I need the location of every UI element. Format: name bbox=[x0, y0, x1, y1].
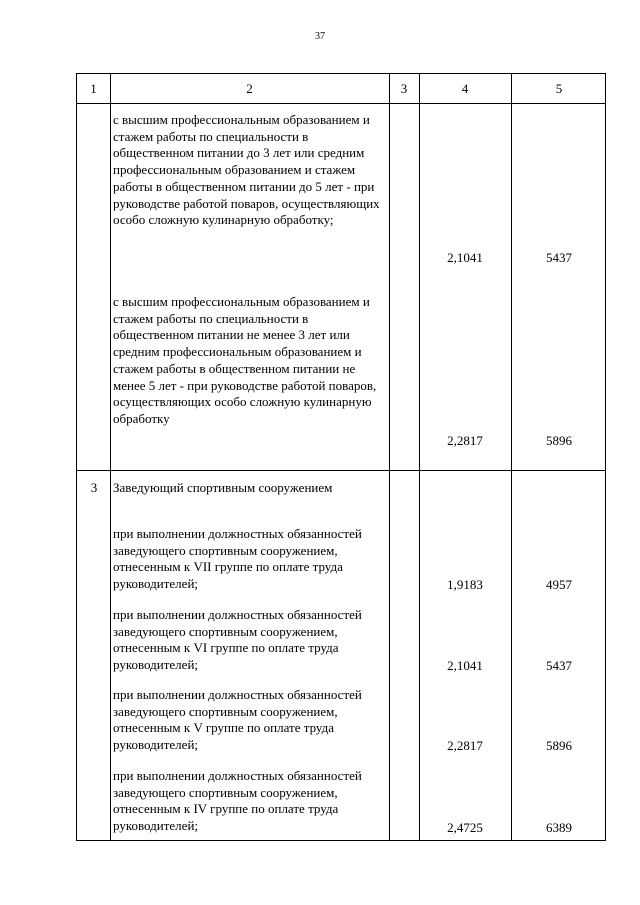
column-divider bbox=[511, 74, 512, 840]
position-title: Заведующий спортивным сооружением bbox=[113, 480, 333, 495]
salary-table bbox=[76, 73, 606, 841]
salary-value: 5896 bbox=[546, 433, 572, 448]
header-cell-4: 4 bbox=[461, 81, 469, 96]
header-cell-2: 2 bbox=[246, 81, 253, 96]
coefficient-value: 1,9183 bbox=[447, 577, 483, 592]
column-divider bbox=[419, 74, 420, 840]
page-number: 37 bbox=[315, 31, 325, 42]
header-cell-5: 5 bbox=[555, 81, 563, 96]
position-description: с высшим профессиональным образованием и стажем работы по специальности в общественном питании до 3 лет или средним профессиональным образованием и стажем работы в общественном питании до 5 лет - при руководстве работой поваров, осуществляющих особо сложную кулинарную обработку; bbox=[113, 112, 380, 228]
row-divider bbox=[77, 470, 605, 471]
position-description: при выполнении должностных обязанностей заведующего спортивным сооружением, отнесенным к VI группе по оплате труда руководителей; bbox=[113, 607, 362, 673]
header-divider bbox=[77, 103, 605, 104]
column-divider bbox=[110, 74, 111, 840]
coefficient-value: 2,1041 bbox=[447, 250, 483, 265]
coefficient-value: 2,4725 bbox=[447, 820, 483, 835]
salary-value: 4957 bbox=[546, 577, 572, 592]
position-description: с высшим профессиональным образованием и стажем работы по специальности в общественном питании не менее 3 лет или средним профессиональным образованием и стажем работы в общественном питании не менее 5 лет - при руководстве работой поваров, осуществляющих особо сложную кулинарную обработку bbox=[113, 294, 377, 426]
salary-value: 5437 bbox=[546, 250, 572, 265]
position-description: при выполнении должностных обязанностей заведующего спортивным сооружением, отнесенным к VII группе по оплате труда руководителей; bbox=[113, 526, 362, 592]
header-cell-3: 3 bbox=[400, 81, 408, 96]
salary-value: 5896 bbox=[546, 738, 572, 753]
position-description: при выполнении должностных обязанностей заведующего спортивным сооружением, отнесенным к V группе по оплате труда руководителей; bbox=[113, 687, 362, 753]
coefficient-value: 2,2817 bbox=[447, 433, 483, 448]
coefficient-value: 2,1041 bbox=[447, 658, 483, 673]
header-cell-1: 1 bbox=[90, 81, 97, 96]
position-description: при выполнении должностных обязанностей заведующего спортивным сооружением, отнесенным к IV группе по оплате труда руководителей; bbox=[113, 768, 362, 834]
salary-value: 5437 bbox=[546, 658, 572, 673]
column-divider bbox=[389, 74, 390, 840]
coefficient-value: 2,2817 bbox=[447, 738, 483, 753]
row-number: 3 bbox=[90, 480, 98, 495]
salary-value: 6389 bbox=[546, 820, 572, 835]
